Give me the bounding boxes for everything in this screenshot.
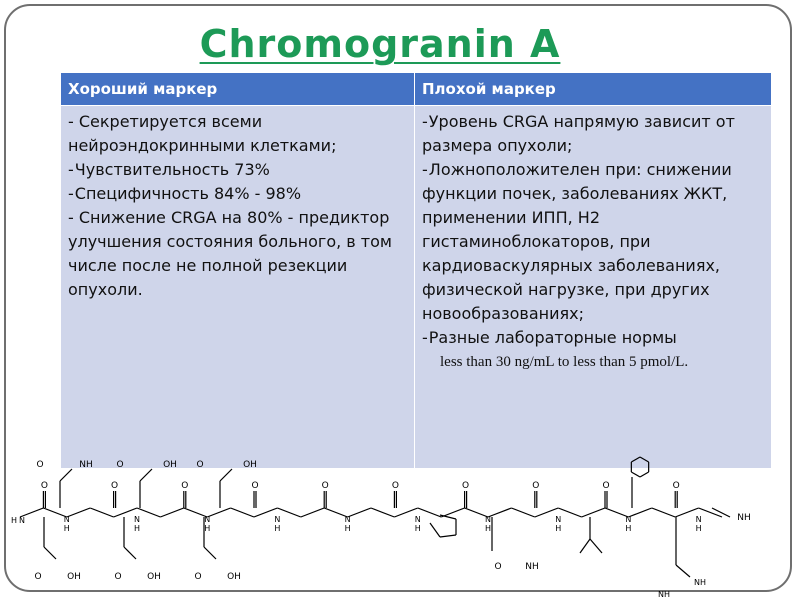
backbone-bond bbox=[488, 508, 511, 517]
good-item: -Специфичность 84% - 98% bbox=[68, 184, 302, 203]
backbone-bond bbox=[137, 508, 160, 517]
side-chain-bond bbox=[124, 547, 136, 559]
header-bad-marker: Плохой маркер bbox=[415, 73, 772, 106]
backbone-bond bbox=[511, 508, 534, 517]
benzene-bond bbox=[631, 472, 640, 477]
oxygen-label: O bbox=[181, 481, 189, 491]
hydroxyl-label: OH bbox=[163, 460, 177, 470]
good-item: -Чувствительность 73% bbox=[68, 160, 270, 179]
nitrogen-label: N bbox=[204, 515, 211, 524]
oxygen-label: O bbox=[251, 481, 259, 491]
nitrogen-label: N bbox=[485, 515, 491, 524]
hydrogen-label: H bbox=[625, 524, 632, 533]
bad-item: -Ложноположителен при: снижении функции почек, заболеваниях ЖКТ, применении ИПП, H2 гистаминоблокаторов, при кардиоваскулярных заболеваниях, физической нагрузке, при других новообразованиях; bbox=[422, 160, 732, 323]
backbone-bond bbox=[231, 508, 254, 517]
nitrogen-label: N bbox=[19, 516, 25, 525]
ring-bond bbox=[430, 523, 440, 537]
good-item: - Секретируется всеми нейроэндокринными клетками; bbox=[68, 112, 337, 155]
oxygen-label: O bbox=[672, 481, 680, 491]
oxygen-label: O bbox=[532, 481, 540, 491]
good-item: - Снижение CRGA на 80% - предиктор улучшения состояния больного, в том числе после не полной резекции опухоли. bbox=[68, 208, 392, 299]
backbone-bond bbox=[348, 508, 371, 517]
oxygen-label: O bbox=[36, 460, 44, 470]
benzene-bond bbox=[631, 457, 640, 462]
hydrogen-label: H bbox=[555, 524, 562, 533]
benzene-bond bbox=[640, 457, 649, 462]
backbone-bond bbox=[558, 508, 581, 517]
hydrogen-label: H bbox=[484, 524, 492, 533]
oxygen-label: O bbox=[34, 572, 42, 582]
hydrogen-label: H bbox=[133, 524, 141, 533]
backbone-bond bbox=[90, 508, 113, 517]
side-chain-bond bbox=[204, 547, 216, 559]
oxygen-label: O bbox=[40, 481, 48, 491]
oxygen-label: O bbox=[321, 481, 329, 491]
side-chain-bond bbox=[44, 547, 56, 559]
side-chain-bond bbox=[580, 539, 590, 553]
bad-marker-cell bbox=[415, 106, 772, 469]
backbone-bond bbox=[699, 508, 722, 517]
hydroxyl-label: OH bbox=[243, 460, 257, 470]
backbone-bond bbox=[582, 508, 605, 517]
oxygen-label: O bbox=[462, 481, 470, 491]
side-chain-bond bbox=[590, 539, 602, 553]
amine-label: NH bbox=[694, 578, 706, 587]
oxygen-label: O bbox=[111, 481, 119, 491]
backbone-bond bbox=[301, 508, 324, 517]
backbone-bond bbox=[67, 508, 90, 517]
oxygen-label: O bbox=[194, 572, 202, 582]
backbone-bond bbox=[160, 508, 183, 517]
nitrogen-label: N bbox=[63, 515, 70, 524]
nitrogen-label: N bbox=[134, 515, 140, 524]
nitrogen-label: N bbox=[695, 515, 702, 524]
nitrogen-label: N bbox=[274, 515, 281, 524]
peptide-chain bbox=[20, 457, 730, 577]
amine-label: NH bbox=[737, 513, 751, 523]
amine-label: NH bbox=[658, 590, 670, 599]
backbone-bond bbox=[652, 508, 675, 517]
reference-range-note: less than 30 ng/mL to less than 5 pmol/L. bbox=[440, 354, 689, 370]
peptide-structure-diagram bbox=[0, 455, 800, 600]
oxygen-label: O bbox=[602, 481, 610, 491]
backbone-bond bbox=[418, 508, 441, 517]
marker-comparison-table bbox=[60, 72, 772, 469]
benzene-bond bbox=[640, 472, 649, 477]
hydroxyl-label: OH bbox=[227, 572, 241, 582]
nitrogen-label: N bbox=[625, 515, 632, 524]
hydrogen-label: H bbox=[63, 524, 70, 533]
slide-title: Chromogranin A bbox=[199, 22, 561, 66]
bad-item: -Уровень CRGA напрямую зависит от размера опухоли; bbox=[422, 112, 735, 155]
hydrogen-label: H bbox=[695, 524, 702, 533]
backbone-bond bbox=[371, 508, 394, 517]
good-marker-cell bbox=[61, 106, 415, 469]
ring-bond bbox=[440, 535, 456, 537]
backbone-bond bbox=[628, 508, 651, 517]
hydrogen-label: H bbox=[344, 524, 351, 533]
hydrogen-label: H bbox=[10, 516, 18, 525]
hydroxyl-label: OH bbox=[147, 572, 161, 582]
hydrogen-label: H bbox=[414, 524, 421, 533]
bad-item: -Разные лабораторные нормы bbox=[422, 328, 677, 347]
side-chain-bond bbox=[220, 469, 232, 481]
side-chain-bond bbox=[60, 469, 72, 481]
hydrogen-label: H bbox=[204, 524, 211, 533]
hydrogen-label: H bbox=[274, 524, 281, 533]
backbone-bond bbox=[712, 508, 730, 517]
nitrogen-label: N bbox=[555, 515, 562, 524]
backbone-bond bbox=[207, 508, 230, 517]
oxygen-label: O bbox=[196, 460, 204, 470]
oxygen-label: O bbox=[114, 572, 122, 582]
hydroxyl-label: OH bbox=[67, 572, 81, 582]
oxygen-label: O bbox=[391, 481, 399, 491]
backbone-bond bbox=[277, 508, 300, 517]
nitrogen-label: N bbox=[344, 515, 351, 524]
side-chain-bond bbox=[676, 565, 690, 577]
oxygen-label: O bbox=[494, 562, 502, 572]
nitrogen-label: N bbox=[414, 515, 421, 524]
amine-label: NH bbox=[79, 460, 93, 470]
side-chain-bond bbox=[140, 469, 152, 481]
oxygen-label: O bbox=[116, 460, 124, 470]
amine-label: NH bbox=[525, 562, 539, 572]
header-good-marker: Хороший маркер bbox=[61, 73, 415, 106]
